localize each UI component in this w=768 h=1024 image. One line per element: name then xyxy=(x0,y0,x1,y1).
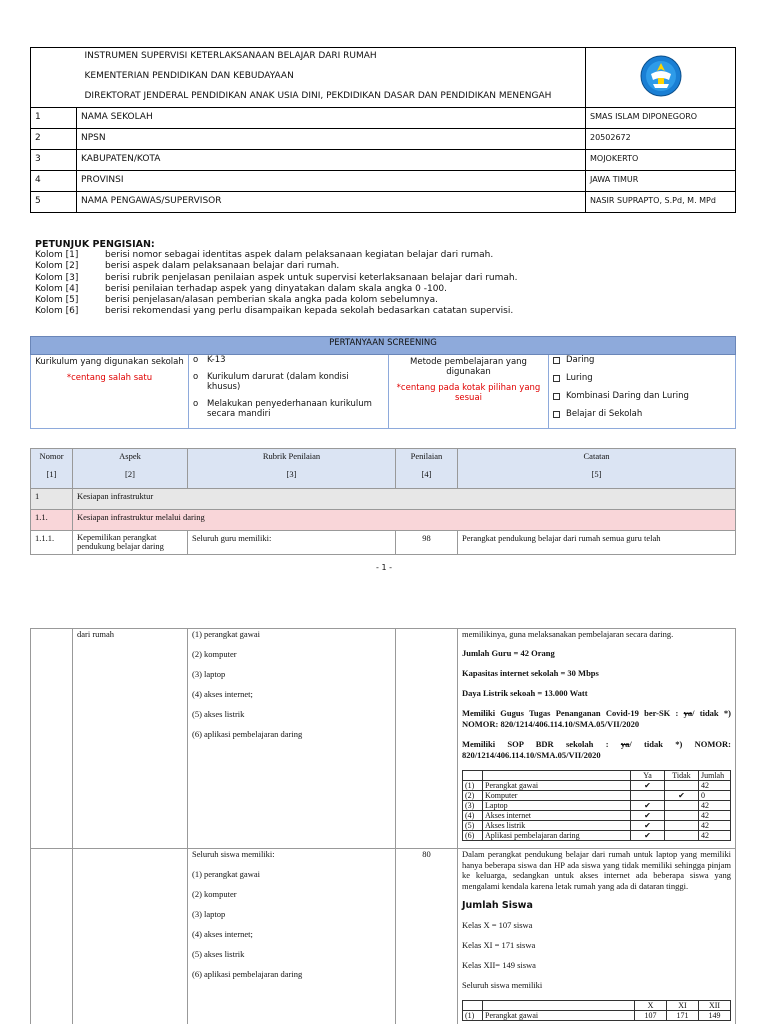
col-header-catatan: Catatan [5] xyxy=(458,449,736,489)
assessment-table-continued xyxy=(30,628,736,1024)
teacher-device-table: Ya Tidak Jumlah (1) Perangkat gawai ✔ 42 (2) Komputer ✔ 0 (3) Laptop ✔ 42 (4) Akses internet ✔ 42 (5) Akses listrik ✔ 42 (6) Aplikasi pembelajaran daring ✔ 42 xyxy=(462,770,731,841)
gugus-tugas-statement: Memiliki Gugus Tugas Penanganan Covid-19 ber-SK : ya/ tidak *) NOMOR: 820/1214/406.114.10/SMA.05/VII/2020 xyxy=(462,708,731,729)
method-label: Metode pembelajaran yang digunakan xyxy=(410,357,527,377)
row-number: 2 xyxy=(31,129,77,150)
method-question xyxy=(389,355,549,429)
table-row xyxy=(31,849,736,1024)
table-row: (1) Perangkat gawai 107 171 149 xyxy=(463,1011,731,1021)
title-line: KEMENTERIAN PENDIDIKAN DAN KEBUDAYAAN xyxy=(84,71,294,81)
table-row xyxy=(31,629,736,849)
curriculum-question xyxy=(31,355,189,429)
instruction-item: Kolom [1] berisi nomor sebagai identitas aspek dalam pelaksanaan kegiatan belajar dari rumah. xyxy=(35,250,494,261)
screening-table xyxy=(30,336,736,429)
page-number: - 1 - xyxy=(376,563,392,572)
instruction-item: Kolom [4] berisi penilaian terhadap aspek yang dinyatakan dalam skala angka 0 -100. xyxy=(35,283,448,294)
checkbox[interactable] xyxy=(553,393,560,400)
checkbox[interactable] xyxy=(553,357,560,364)
checkbox[interactable] xyxy=(553,411,560,418)
tut-wuri-handayani-logo-icon xyxy=(639,54,683,98)
student-device-table: X XI XII (1) Perangkat gawai 107 171 149 xyxy=(462,1000,731,1021)
student-count-title: Jumlah Siswa xyxy=(462,900,533,911)
table-row: (5) Akses listrik ✔ 42 xyxy=(463,821,731,831)
row-number: 3 xyxy=(31,150,77,171)
curriculum-note: *centang salah satu xyxy=(66,373,153,383)
document-title-block xyxy=(77,48,586,108)
row-label: KABUPATEN/KOTA xyxy=(77,150,586,171)
identity-row xyxy=(31,192,736,213)
row-number: 1 xyxy=(31,108,77,129)
table-row: (6) Aplikasi pembelajaran daring ✔ 42 xyxy=(463,831,731,841)
curriculum-option[interactable]: o Melakukan penyederhanaan kurikulum secara mandiri xyxy=(193,398,372,419)
student-note: Dalam perangkat pendukung belajar dari rumah untuk laptop yang memiliki hanya beberapa siswa dan HP ada siswa yang tidak memiliki sehingga pinjam ke keluarga, sedangkan untuk akses internet ada beberapa siswa yang mengalami kendala karena letak rumah yang ada di dataran tinggi. Jumlah Siswa Kelas X = 107 siswa Kelas XI = 171 siswa Kelas XII= 149 siswa Seluruh siswa memiliki X XI XII (1) Perangkat gawai 107 171 149 xyxy=(458,849,736,1024)
rubric-list: (1) perangkat gawai (2) komputer (3) laptop (4) akses internet; (5) akses listrik (6) aplikasi pembelajaran daring xyxy=(188,629,396,849)
page-2 xyxy=(0,600,768,1024)
table-row: (1) Perangkat gawai ✔ 42 xyxy=(463,781,731,791)
checkbox[interactable] xyxy=(553,375,560,382)
row-value: NASIR SUPRAPTO, S.Pd, M. MPd xyxy=(586,192,736,213)
row-label: NAMA PENGAWAS/SUPERVISOR xyxy=(77,192,586,213)
row-value: JAWA TIMUR xyxy=(586,171,736,192)
instruction-item: Kolom [3] berisi rubrik penjelasan penilaian aspek untuk supervisi keterlaksanaan belajar dari rumah. xyxy=(35,272,518,283)
method-option-luring[interactable]: Luring xyxy=(553,373,731,383)
teacher-note: memilikinya, guna melaksanakan pembelajaran secara daring. Jumlah Guru = 42 Orang Kapasitas internet sekolah = 30 Mbps Daya Listrik sekoah = 13.000 Watt Memiliki Gugus Tugas Penanganan Covid-19 ber-SK : ya/ tidak *) NOMOR: 820/1214/406.114.10/SMA.05/VII/2020 Memiliki SOP BDR sekolah : ya/ tidak *) NOMOR: 820/1214/406.114.10/SMA.05/VII/2020 Ya Tidak Jumlah (1) Perangkat gawai ✔ 42 (2) Komputer ✔ 0 (3) Laptop ✔ 42 (4) Akses internet ✔ 42 (5) Akses listrik ✔ 42 (6) Aplikasi pembelajaran daring ✔ 42 xyxy=(458,629,736,849)
method-options xyxy=(549,355,736,429)
row-number: 5 xyxy=(31,192,77,213)
table-row: (2) Komputer ✔ 0 xyxy=(463,791,731,801)
instructions-title: PETUNJUK PENGISIAN: xyxy=(35,239,155,250)
col-header-penilaian: Penilaian [4] xyxy=(396,449,458,489)
method-option-kombinasi[interactable]: Kombinasi Daring dan Luring xyxy=(553,391,731,401)
assessment-table xyxy=(30,448,736,555)
curriculum-option[interactable]: o Kurikulum darurat (dalam kondisi khusus) xyxy=(193,371,349,392)
table-row: (4) Akses internet ✔ 42 xyxy=(463,811,731,821)
col-header-nomor: Nomor [1] xyxy=(31,449,73,489)
method-note: *centang pada kotak pilihan yang sesuai xyxy=(396,383,541,403)
identity-row xyxy=(31,129,736,150)
identity-table xyxy=(30,47,736,213)
rubric-list-students: Seluruh siswa memiliki: (1) perangkat gawai (2) komputer (3) laptop (4) akses internet; (5) akses listrik (6) aplikasi pembelajaran daring xyxy=(188,849,396,1024)
row-value: 20502672 xyxy=(586,129,736,150)
instruction-item: Kolom [6] berisi rekomendasi yang perlu disampaikan kepada sekolah bedasarkan catatan supervisi. xyxy=(35,306,514,317)
row-label: NAMA SEKOLAH xyxy=(77,108,586,129)
instruction-item: Kolom [5] berisi penjelasan/alasan pemberian skala angka pada kolom sebelumnya. xyxy=(35,295,438,306)
subsection-row: 1.1. Kesiapan infrastruktur melalui daring xyxy=(31,510,736,531)
logo-cell xyxy=(586,48,736,108)
identity-row xyxy=(31,108,736,129)
curriculum-label: Kurikulum yang digunakan sekolah xyxy=(35,357,184,367)
identity-row xyxy=(31,171,736,192)
method-option-sekolah[interactable]: Belajar di Sekolah xyxy=(553,409,731,419)
instruction-item: Kolom [2] berisi aspek dalam pelaksanaan belajar dari rumah. xyxy=(35,261,340,272)
row-value: MOJOKERTO xyxy=(586,150,736,171)
aspect-cell: dari rumah xyxy=(73,629,188,849)
curriculum-options xyxy=(189,355,389,429)
identity-row xyxy=(31,150,736,171)
title-line: INSTRUMEN SUPERVISI KETERLAKSANAAN BELAJAR DARI RUMAH xyxy=(84,51,377,61)
method-option-daring[interactable]: Daring xyxy=(553,355,731,365)
col-header-aspek: Aspek [2] xyxy=(73,449,188,489)
title-line: DIREKTORAT JENDERAL PENDIDIKAN ANAK USIA DINI, PEKDIDIKAN DASAR DAN PENDIDIKAN MENENGAH xyxy=(84,91,552,101)
sop-statement: Memiliki SOP BDR sekolah : ya/ tidak *) NOMOR: 820/1214/406.114.10/SMA.05/VII/2020 xyxy=(462,739,731,760)
row-label: PROVINSI xyxy=(77,171,586,192)
instructions-block xyxy=(35,239,735,317)
curriculum-option[interactable]: o K-13 xyxy=(193,355,226,365)
table-header-row xyxy=(31,449,736,489)
table-row: (3) Laptop ✔ 42 xyxy=(463,801,731,811)
table-row: 1.1.1. Kepemilikan perangkat pendukung belajar daring Seluruh guru memiliki: 98 Perangkat pendukung belajar dari rumah semua guru telah xyxy=(31,531,736,555)
section-row: 1 Kesiapan infrastruktur xyxy=(31,489,736,510)
row-label: NPSN xyxy=(77,129,586,150)
col-header-rubrik: Rubrik Penilaian [3] xyxy=(188,449,396,489)
screening-title: PERTANYAAN SCREENING xyxy=(31,337,736,355)
row-value: SMAS ISLAM DIPONEGORO xyxy=(586,108,736,129)
student-score: 80 xyxy=(396,849,458,1024)
row-number: 4 xyxy=(31,171,77,192)
